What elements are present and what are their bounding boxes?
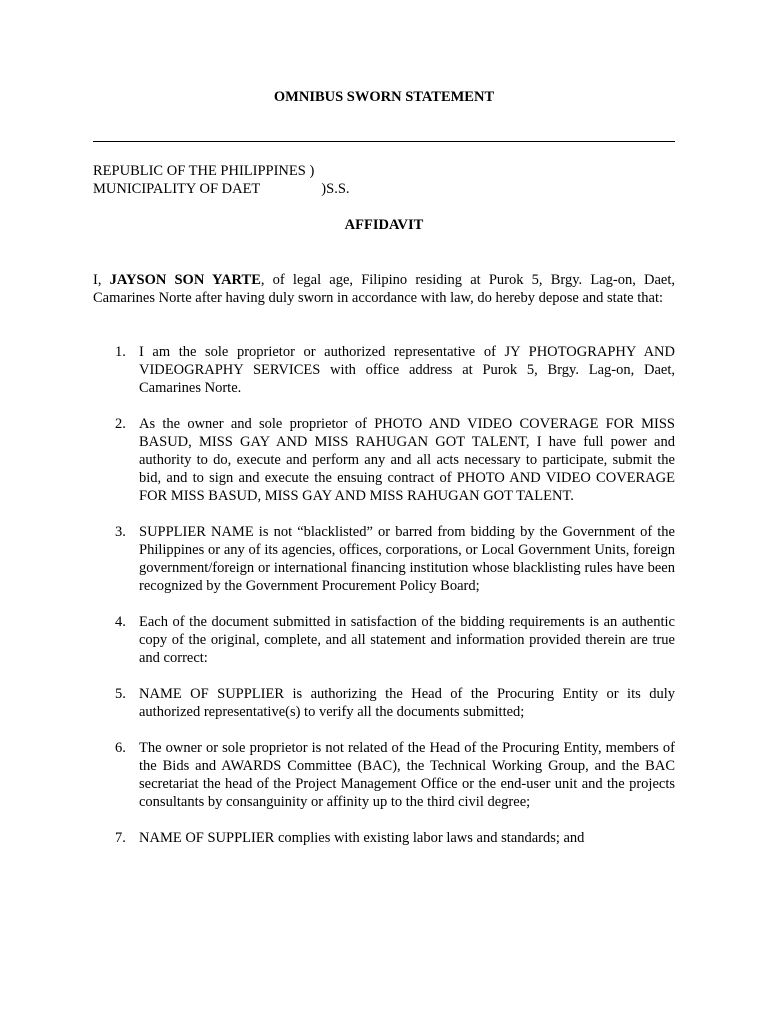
- item-number: 6.: [115, 740, 126, 756]
- list-item: [93, 415, 675, 505]
- item-text: Each of the document submitted in satisfaction of the bidding requirements is an authentic copy of the original, complete, and all statement and information provided therein are true and correct:: [139, 614, 675, 666]
- item-number: 7.: [115, 830, 126, 846]
- list-item: [93, 613, 675, 667]
- venue-block: [93, 162, 493, 198]
- item-number: 1.: [115, 344, 126, 360]
- title-divider: [93, 141, 675, 142]
- statement-list: [93, 343, 675, 847]
- affidavit-heading: AFFIDAVIT: [344, 217, 424, 233]
- affiant-name: JAYSON SON YARTE: [109, 272, 261, 288]
- item-number: 3.: [115, 524, 126, 540]
- list-item: [93, 685, 675, 721]
- item-number: 4.: [115, 614, 126, 630]
- item-text: NAME OF SUPPLIER complies with existing labor laws and standards; and: [139, 830, 585, 846]
- list-item: [93, 739, 675, 811]
- list-item: [93, 523, 675, 595]
- item-text: SUPPLIER NAME is not “blacklisted” or barred from bidding by the Government of the Philippines or any of its agencies, offices, corporations, or Local Government Units, foreign government/foreign or international financing institution whose blacklisting rules have been recognized by the Government Procurement Policy Board;: [139, 524, 675, 594]
- venue-republic: REPUBLIC OF THE PHILIPPINES ): [93, 163, 315, 179]
- item-text: NAME OF SUPPLIER is authorizing the Head of the Procuring Entity or its duly authorized representative(s) to verify all the documents submitted;: [139, 686, 675, 720]
- venue-municipality-name: MUNICIPALITY OF DAET: [93, 181, 261, 197]
- intro-paragraph: [93, 271, 675, 307]
- item-number: 5.: [115, 686, 126, 702]
- document-title: OMNIBUS SWORN STATEMENT: [273, 89, 495, 105]
- list-item: [93, 343, 675, 397]
- item-text: I am the sole proprietor or authorized representative of JY PHOTOGRAPHY AND VIDEOGRAPHY SERVICES with office address at Purok 5, Brgy. Lag-on, Daet, Camarines Norte.: [139, 344, 675, 396]
- list-item: [93, 829, 675, 847]
- venue-municipality: [93, 180, 493, 198]
- venue-ss: )S.S.: [321, 181, 350, 197]
- item-number: 2.: [115, 416, 126, 432]
- item-text: As the owner and sole proprietor of PHOTO AND VIDEO COVERAGE FOR MISS BASUD, MISS GAY AND MISS RAHUGAN GOT TALENT, I have full power and authority to do, execute and perform any and all acts necessary to participate, submit the bid, and to sign and execute the ensuing contract of PHOTO AND VIDEO COVERAGE FOR MISS BASUD, MISS GAY AND MISS RAHUGAN GOT TALENT.: [139, 416, 675, 504]
- intro-suffix: , of legal age, Filipino residing at Purok 5, Brgy. Lag-on, Daet, Camarines Norte after having duly sworn in accordance with law, do hereby depose and state that:: [93, 272, 675, 306]
- intro-prefix: I,: [93, 272, 110, 288]
- item-text: The owner or sole proprietor is not related of the Head of the Procuring Entity, members of the Bids and AWARDS Committee (BAC), the Technical Working Group, and the BAC secretariat the head of the Project Management Office or the end-user unit and the projects consultants by consanguinity or affinity up to the third civil degree;: [139, 740, 675, 810]
